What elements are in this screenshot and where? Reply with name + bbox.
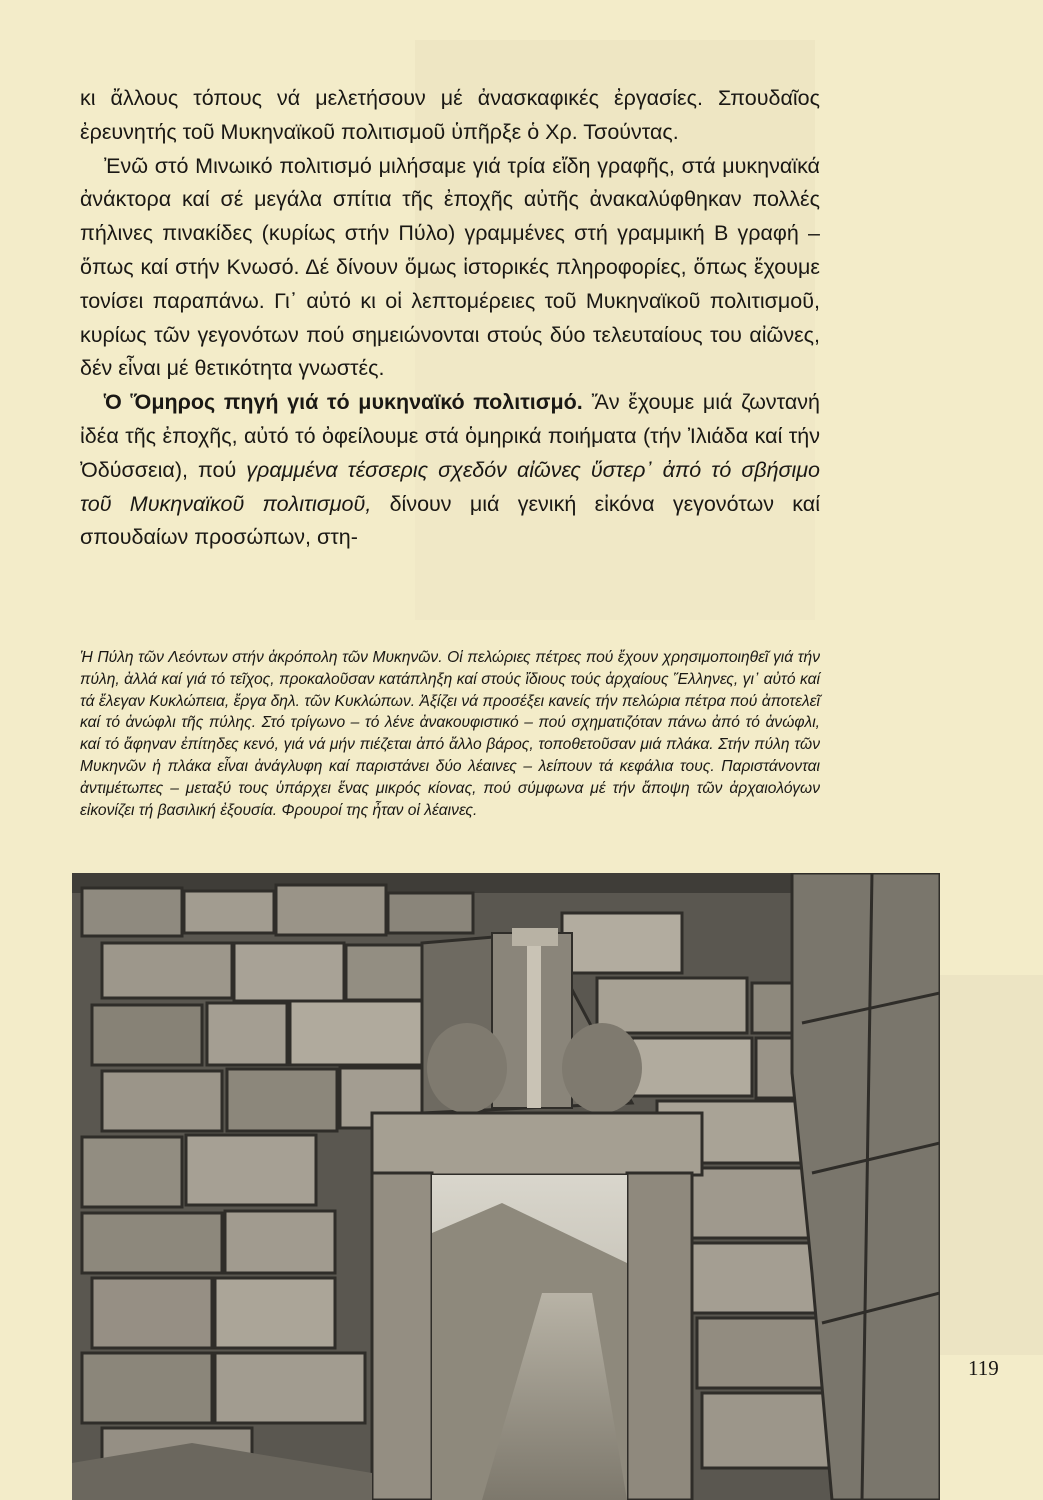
page-number: 119 xyxy=(968,1356,999,1380)
lion-gate-photo xyxy=(72,873,940,1500)
lion-gate-illustration xyxy=(72,873,940,1500)
paragraph-3-text-a: Ἄν ἔχουμε μιά ζωντανή ἰδέα τῆς ἐποχῆς, αὐτό τό ὀφείλουμε στά ὁμηρικά ποιήματα (τήν Ἰλιάδα καί τήν Ὀδύσσεια), πού xyxy=(80,390,820,482)
paragraph-2: Ἐνῶ στό Μινωικό πολιτισμό μιλήσαμε γιά τρία εἴδη γραφῆς, στά μυκηναϊκά ἀνάκτορα καί σέ μεγάλα σπίτια τῆς ἐποχῆς αὐτῆς ἀνακαλύφθηκαν πολλές πήλινες πινακίδες (κυρίως στήν Πύλο) γραμμένες στή γραμμική Β γραφή – ὅπως καί στήν Κνωσό. Δέ δίνουν ὅμως ἱστορικές πληροφορίες, ὅπως ἔχουμε τονίσει παραπάνω. Γι᾽ αὐτό κι οἱ λεπτομέρειες τοῦ Μυκηναϊκοῦ πολιτισμοῦ, κυρίως τῶν γεγονότων πού σημειώνονται στούς δύο τελευταίους του αἰῶνες, δέν εἶναι μέ θετικότητα γνωστές. xyxy=(80,153,820,381)
paragraph-3 xyxy=(80,386,820,555)
paragraph-1: κι ἄλλους τόπους νά μελετήσουν μέ ἀνασκαφικές ἐργασίες. Σπουδαῖος ἐρευνητής τοῦ Μυκηναϊκοῦ πολιτισμοῦ ὑπῆρξε ὁ Χρ. Τσούντας. xyxy=(80,86,820,144)
main-text xyxy=(80,82,820,555)
back-page-show-through xyxy=(940,975,1043,1355)
photo-caption: Ἡ Πύλη τῶν Λεόντων στήν ἀκρόπολη τῶν Μυκηνῶν. Οἱ πελώριες πέτρες πού ἔχουν χρησιμοποιηθεῖ γιά τήν πύλη, ἀλλά καί γιά τό τεῖχος, προκαλοῦσαν κατάπληξη καί στούς ἴδιους τούς ἀρχαίους Ἕλληνες, γι᾽ αὐτό καί τά ἔλεγαν Κυκλώπεια, ἔργα δηλ. τῶν Κυκλώπων. Ἀξίζει νά προσέξει κανείς τήν πελώρια πέτρα πού ἀποτελεῖ καί τό ἀνώφλι τῆς πύλης. Στό τρίγωνο – τό λένε ἀνακουφιστικό – πού σχηματιζόταν πάνω ἀπό τό ἀνώφλι, καί τό ἄφηναν ἐπίτηδες κενό, γιά νά μήν πιέζεται ἀπό ἄλλο βάρος, τοποθετοῦσαν μιά πλάκα. Στήν πύλη τῶν Μυκηνῶν ἡ πλάκα εἶναι ἀνάγλυφη καί παριστάνει δύο λέαινες – λείπουν τά κεφάλια τους. Παριστάνονται ἀντιμέτωπες – μεταξύ τους ὑπάρχει ἕνας μικρός κίονας, πού σύμφωνα μέ τήν ἄποψη τῶν ἀρχαιολόγων εἰκονίζει τή βασιλική ἐξουσία. Φρουροί της ἦταν οἱ λέαινες. xyxy=(80,649,820,819)
paragraph-3-text-b: δίνουν μιά γενική εἰκόνα γεγονότων καί σπουδαίων προσώπων, στη- xyxy=(80,491,820,550)
paragraph-3-italic: γραμμένα τέσσερις σχεδόν αἰῶνες ὕστερ᾽ ἀπό τό σβήσιμο τοῦ Μυκηναϊκοῦ πολιτισμοῦ, xyxy=(80,457,820,516)
section-heading: Ὁ Ὅμηρος πηγή γιά τό μυκηναϊκό πολιτισμό. xyxy=(104,390,583,415)
